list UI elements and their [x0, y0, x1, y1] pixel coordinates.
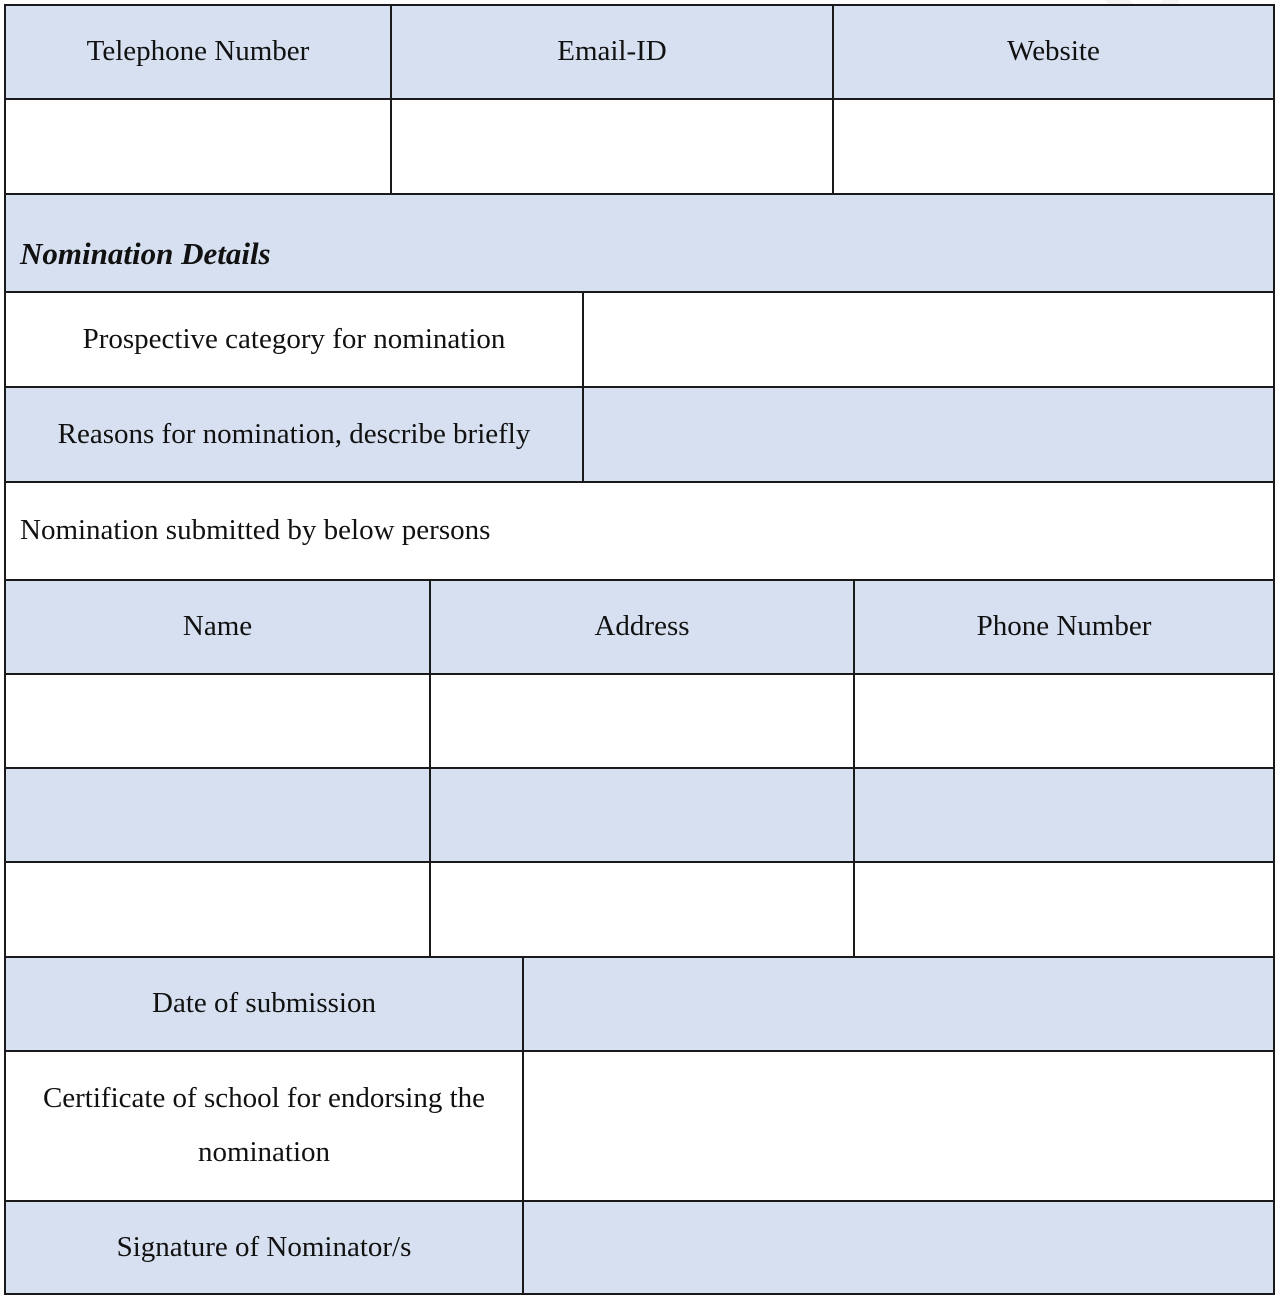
- contact-header-row: [4, 4, 1275, 98]
- date-field[interactable]: [522, 958, 1273, 1050]
- person-name-field[interactable]: [6, 863, 429, 956]
- person-address-field[interactable]: [429, 675, 853, 767]
- person-phone-field[interactable]: [853, 769, 1273, 861]
- person-name-field[interactable]: [6, 675, 429, 767]
- person-name-field[interactable]: [6, 769, 429, 861]
- certificate-label: Certificate of school for endorsing the nomination: [6, 1052, 522, 1200]
- reasons-label: Reasons for nomination, describe briefly: [6, 388, 582, 481]
- person-row: [4, 861, 1275, 956]
- person-row: [4, 767, 1275, 861]
- signature-field[interactable]: [522, 1202, 1273, 1293]
- submitted-by-row: [4, 481, 1275, 579]
- category-field[interactable]: [582, 293, 1273, 386]
- reasons-row: [4, 386, 1275, 481]
- website-header: Website: [832, 6, 1273, 98]
- person-row: [4, 673, 1275, 767]
- person-address-field[interactable]: [429, 769, 853, 861]
- website-field[interactable]: [832, 100, 1273, 193]
- certificate-row: [4, 1050, 1275, 1200]
- email-field[interactable]: [390, 100, 832, 193]
- section-title: Nomination Details: [6, 195, 1273, 291]
- category-row: [4, 291, 1275, 386]
- person-address-field[interactable]: [429, 863, 853, 956]
- reasons-field[interactable]: [582, 388, 1273, 481]
- phone-header: Phone Number: [853, 581, 1273, 673]
- nomination-form: [4, 4, 1275, 1295]
- persons-header-row: [4, 579, 1275, 673]
- person-phone-field[interactable]: [853, 863, 1273, 956]
- telephone-header: Telephone Number: [6, 6, 390, 98]
- certificate-field[interactable]: [522, 1052, 1273, 1200]
- category-label: Prospective category for nomination: [6, 293, 582, 386]
- signature-label: Signature of Nominator/s: [6, 1202, 522, 1293]
- nomination-section-row: [4, 193, 1275, 291]
- date-label: Date of submission: [6, 958, 522, 1050]
- telephone-field[interactable]: [6, 100, 390, 193]
- submitted-by-label: Nomination submitted by below persons: [6, 483, 1273, 579]
- address-header: Address: [429, 581, 853, 673]
- name-header: Name: [6, 581, 429, 673]
- contact-input-row: [4, 98, 1275, 193]
- signature-row: [4, 1200, 1275, 1295]
- email-header: Email-ID: [390, 6, 832, 98]
- date-row: [4, 956, 1275, 1050]
- person-phone-field[interactable]: [853, 675, 1273, 767]
